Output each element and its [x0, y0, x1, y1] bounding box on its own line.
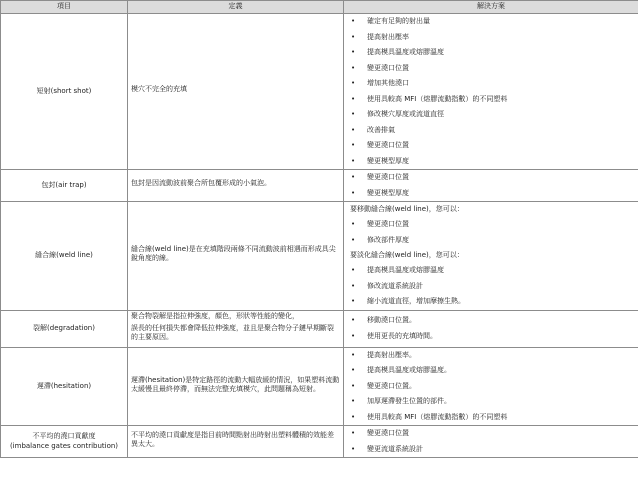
list-item: • 加厚遲滯發生位置的部件。 [346, 394, 636, 410]
term-weld-line: 縫合線(weld line) [35, 251, 93, 260]
solution-list [346, 14, 636, 169]
list-item: • 提高模具溫度或熔膠溫度 [346, 45, 636, 61]
definition-cell [128, 310, 344, 347]
solution-cell [344, 202, 638, 311]
solution-list [346, 202, 636, 310]
definition-cell [128, 170, 344, 202]
definition-text: 遲滯(hesitation)是特定路徑的流動大幅放緩的情況，如果塑料流動太緩慢且最終停滯，而無法完整充填模穴，此問題稱為短射。 [131, 375, 340, 394]
table-row [1, 347, 638, 426]
header-solution: 解決方案 [344, 1, 638, 14]
term-degradation: 裂解(degradation) [33, 323, 95, 332]
list-item: • 修改模穴厚度或流道直徑 [346, 107, 636, 123]
solution-cell [344, 347, 638, 426]
term-air-trap: 包封(air trap) [41, 180, 87, 189]
term-imbalance-gates: 不平均的澆口貢獻度 [32, 432, 96, 441]
list-item: • 變更流道系統設計 [346, 442, 636, 458]
term-imbalance-gates-en: (imbalance gates contribution) [9, 441, 119, 450]
list-item: • 變更澆口位置 [346, 426, 636, 442]
term-hesitation: 遲滯(hesitation) [36, 381, 92, 390]
definition-text: 縫合線(weld line)是在充填階段兩條不同流動波前相遇而形成具尖銳角度的線。 [131, 244, 336, 263]
term-cell [1, 14, 128, 170]
list-item: • 改善排氣 [346, 123, 636, 139]
list-item: • 使用具較高 MFI（熔膠流動指數）的不同塑料 [346, 410, 636, 426]
definition-cell [128, 426, 344, 458]
term-cell [1, 426, 128, 458]
list-item: • 縮小流道直徑，增加摩擦生熱。 [346, 294, 636, 310]
header-definition: 定義 [128, 1, 344, 14]
list-item: • 使用更長的充填時間。 [346, 329, 636, 345]
solution-cell [344, 426, 638, 458]
list-item: • 修改流道系統設計 [346, 279, 636, 295]
list-item: • 提高射出壓率。 [346, 348, 636, 364]
solution-cell [344, 14, 638, 170]
solution-note: 要淡化縫合線(weld line)，您可以： [350, 251, 464, 259]
solution-list [346, 348, 636, 426]
solution-cell [344, 170, 638, 202]
list-item: • 提高模具溫度或熔膠溫度 [346, 263, 636, 279]
definition-text: 誤長的任何損失都會降低拉伸強度，並且是聚合物分子鏈早期斷裂的主要原因。 [131, 323, 334, 342]
list-item: • 變更澆口位置 [346, 170, 636, 186]
solution-cell [344, 310, 638, 347]
list-item: • 變更模型厚度 [346, 154, 636, 170]
term-cell [1, 170, 128, 202]
list-item: • 提高模具溫度或熔膠溫度。 [346, 363, 636, 379]
definition-text: 包封是因流動波前聚合所包覆形成的小氣泡。 [131, 179, 271, 188]
definition-cell [128, 14, 344, 170]
definition-text: 不平均的澆口貢獻度是指目前時間點射出時射出塑料體積的效能差異太大。 [131, 430, 334, 449]
list-item: • 變更澆口位置 [346, 61, 636, 77]
list-item: • 提高射出壓率 [346, 30, 636, 46]
term-cell [1, 310, 128, 347]
header-item: 項目 [1, 1, 128, 14]
table-row [1, 14, 638, 170]
list-item: • 變更模型厚度 [346, 186, 636, 202]
term-cell [1, 202, 128, 311]
definition-text: 聚合物裂解是指拉伸強度，顏色，形狀等性能的變化， [131, 311, 299, 320]
solution-list [346, 426, 636, 457]
list-item: • 增加其他澆口 [346, 76, 636, 92]
solution-list [346, 313, 636, 344]
solution-list [346, 170, 636, 201]
list-item: • 變更澆口位置 [346, 217, 636, 233]
table-row [1, 310, 638, 347]
header-row [1, 1, 638, 14]
solution-note: 要移動縫合線(weld line)，您可以： [350, 205, 464, 213]
list-item: • 確定有足夠的射出量 [346, 14, 636, 30]
table-row [1, 170, 638, 202]
definition-text: 模穴不完全的充填 [131, 85, 187, 94]
definition-cell [128, 202, 344, 311]
term-short-shot: 短射(short shot) [36, 86, 92, 95]
list-item: • 修改部件厚度 [346, 233, 636, 249]
definition-cell [128, 347, 344, 426]
list-item: • 變更澆口位置 [346, 138, 636, 154]
table-row [1, 426, 638, 458]
list-item: • 變更澆口位置。 [346, 379, 636, 395]
term-cell [1, 347, 128, 426]
list-item: • 使用具較高 MFI（熔膠流動指數）的不同塑料 [346, 92, 636, 108]
list-item: • 移動澆口位置。 [346, 313, 636, 329]
table-row [1, 202, 638, 311]
